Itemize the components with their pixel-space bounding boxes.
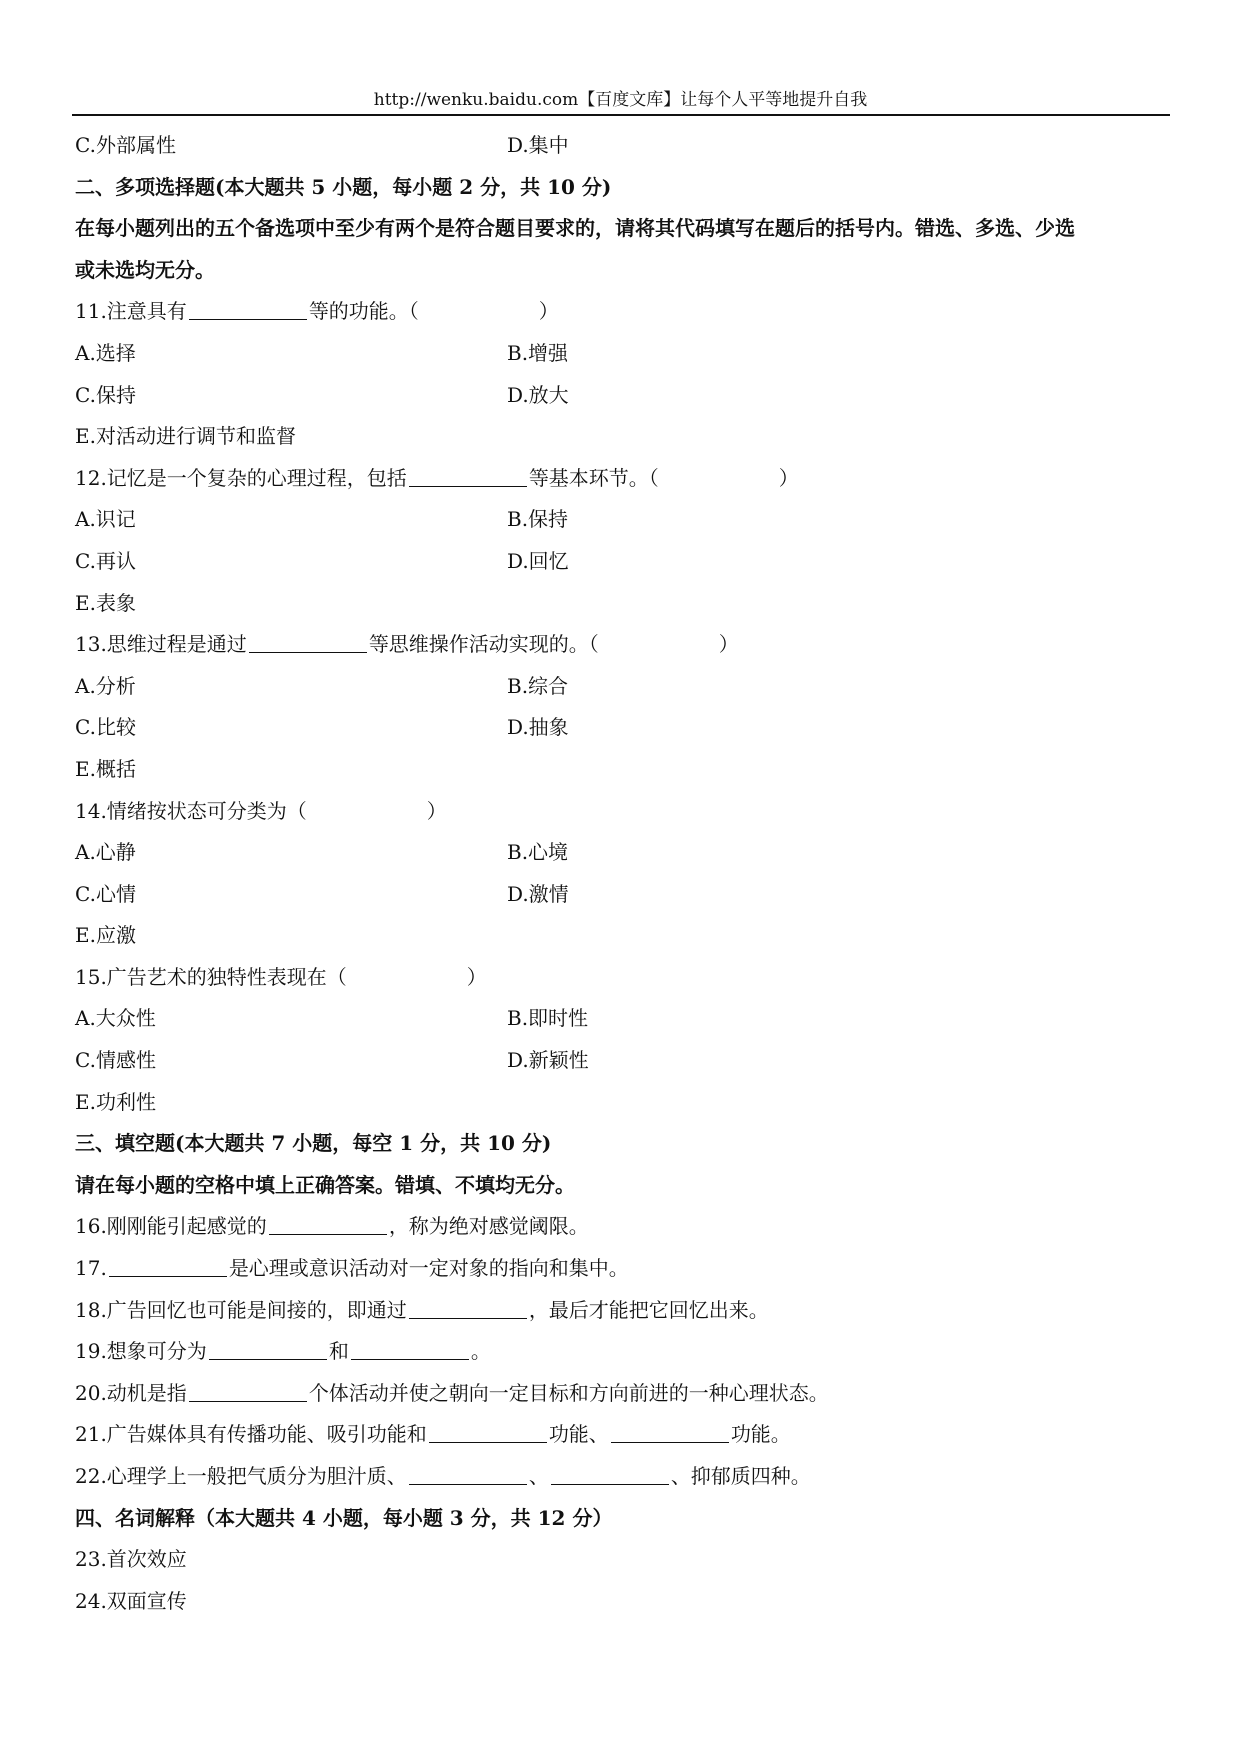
question-16-text-pre: 16.刚刚能引起感觉的 [75, 1214, 267, 1239]
option-a: A.分析 [75, 673, 136, 698]
answer-blank[interactable] [409, 1466, 527, 1485]
question-16-text-post: ，称为绝对感觉阈限。 [388, 1214, 589, 1239]
question-13-option-e: E.概括 [75, 756, 136, 781]
option-c: C.外部属性 [75, 133, 176, 157]
option-d: D.新颖性 [507, 1048, 589, 1073]
page-header: http://wenku.baidu.com【百度文库】让每个人平等地提升自我 [373, 90, 868, 110]
question-14-options-ab [75, 832, 1170, 874]
question-13-options-ab [75, 666, 1170, 708]
header-rule [72, 114, 1170, 116]
question-14-options-cd [75, 874, 1170, 916]
question-21 [75, 1414, 1170, 1456]
answer-blank[interactable] [189, 301, 307, 320]
answer-blank[interactable] [109, 1258, 227, 1277]
question-21-text-post: 功能。 [730, 1422, 791, 1447]
question-18-text-post: ，最后才能把它回忆出来。 [528, 1297, 769, 1322]
question-20-text-pre: 20.动机是指 [75, 1380, 187, 1405]
question-23: 23.首次效应 [75, 1547, 187, 1572]
option-a: A.选择 [75, 340, 136, 365]
option-c: C.心情 [75, 881, 136, 906]
section-2-instruction-line-1: 在每小题列出的五个备选项中至少有两个是符合题目要求的，请将其代码填写在题后的括号内。错选、多选、少选 [75, 216, 1075, 241]
question-11-option-e: E.对活动进行调节和监督 [75, 424, 296, 449]
question-21-text-pre: 21.广告媒体具有传播功能、吸引功能和 [75, 1422, 427, 1447]
option-a: A.心静 [75, 840, 136, 865]
question-12-options-cd [75, 541, 1170, 583]
question-15-options-ab [75, 998, 1170, 1040]
option-d: D.回忆 [507, 548, 569, 573]
option-b: B.增强 [507, 340, 569, 365]
option-a: A.识记 [75, 507, 136, 532]
option-b: B.保持 [507, 507, 569, 532]
question-18 [75, 1290, 1170, 1332]
document-body [75, 125, 1170, 1622]
option-b: B.心境 [507, 840, 569, 865]
option-d: D.抽象 [507, 715, 569, 740]
option-b: B.综合 [507, 673, 569, 698]
question-20 [75, 1373, 1170, 1415]
option-c: C.比较 [75, 715, 136, 740]
question-15-options-cd [75, 1040, 1170, 1082]
answer-blank[interactable] [611, 1424, 729, 1443]
question-11-text-post: 等的功能。（ ） [308, 299, 559, 324]
answer-blank[interactable] [429, 1424, 547, 1443]
question-14: 14.情绪按状态可分类为（ ） [75, 798, 447, 823]
question-12-text-post: 等基本环节。（ ） [528, 465, 799, 490]
question-19-text-pre: 19.想象可分为 [75, 1339, 207, 1364]
prev-options-row [75, 125, 1170, 167]
section-4-title: 四、名词解释（本大题共 4 小题，每小题 3 分，共 12 分） [75, 1505, 613, 1530]
section-3-instruction: 请在每小题的空格中填上正确答案。错填、不填均无分。 [75, 1172, 575, 1197]
section-2-instruction-line-2: 或未选均无分。 [75, 257, 215, 282]
answer-blank[interactable] [409, 1300, 527, 1319]
option-c: C.保持 [75, 382, 136, 407]
question-13-text-pre: 13.思维过程是通过 [75, 632, 247, 657]
question-17 [75, 1248, 1170, 1290]
question-13-text-post: 等思维操作活动实现的。（ ） [368, 632, 739, 657]
answer-blank[interactable] [351, 1341, 469, 1360]
question-12-option-e: E.表象 [75, 590, 136, 615]
answer-blank[interactable] [269, 1216, 387, 1235]
question-11 [75, 291, 1170, 333]
question-12-options-ab [75, 499, 1170, 541]
question-21-text-mid: 功能、 [548, 1422, 609, 1447]
question-22-text-post: 、抑郁质四种。 [670, 1464, 811, 1488]
option-b: B.即时性 [507, 1006, 589, 1031]
question-17-text-post: 是心理或意识活动对一定对象的指向和集中。 [228, 1256, 629, 1281]
question-17-text-pre: 17. [75, 1256, 107, 1281]
answer-blank[interactable] [249, 634, 367, 653]
question-18-text-pre: 18.广告回忆也可能是间接的，即通过 [75, 1297, 407, 1322]
question-16 [75, 1206, 1170, 1248]
question-12 [75, 458, 1170, 500]
question-13 [75, 624, 1170, 666]
question-22 [75, 1456, 1170, 1498]
question-22-text-mid: 、 [528, 1464, 549, 1488]
option-a: A.大众性 [75, 1006, 156, 1031]
question-20-text-post: 个体活动并使之朝向一定目标和方向前进的一种心理状态。 [308, 1380, 829, 1405]
question-11-options-cd [75, 375, 1170, 417]
option-d: D.激情 [507, 881, 569, 906]
question-19-text-mid: 和 [328, 1339, 349, 1364]
question-14-option-e: E.应激 [75, 923, 136, 948]
question-24: 24.双面宣传 [75, 1588, 187, 1613]
answer-blank[interactable] [189, 1383, 307, 1402]
option-c: C.情感性 [75, 1048, 156, 1073]
option-d: D.放大 [507, 382, 569, 407]
question-15: 15.广告艺术的独特性表现在（ ） [75, 964, 487, 989]
section-3-title: 三、填空题(本大题共 7 小题，每空 1 分，共 10 分) [75, 1131, 552, 1156]
question-13-options-cd [75, 707, 1170, 749]
section-2-title: 二、多项选择题(本大题共 5 小题，每小题 2 分，共 10 分) [75, 174, 612, 199]
question-22-text-pre: 22.心理学上一般把气质分为胆汁质、 [75, 1464, 407, 1488]
question-12-text-pre: 12.记忆是一个复杂的心理过程，包括 [75, 465, 407, 490]
option-d: D.集中 [507, 133, 569, 157]
question-19 [75, 1331, 1170, 1373]
option-c: C.再认 [75, 548, 136, 573]
question-11-text-pre: 11.注意具有 [75, 299, 187, 324]
question-11-options-ab [75, 333, 1170, 375]
answer-blank[interactable] [209, 1341, 327, 1360]
question-19-text-post: 。 [470, 1339, 491, 1364]
answer-blank[interactable] [551, 1466, 669, 1485]
answer-blank[interactable] [409, 468, 527, 487]
question-15-option-e: E.功利性 [75, 1089, 156, 1114]
